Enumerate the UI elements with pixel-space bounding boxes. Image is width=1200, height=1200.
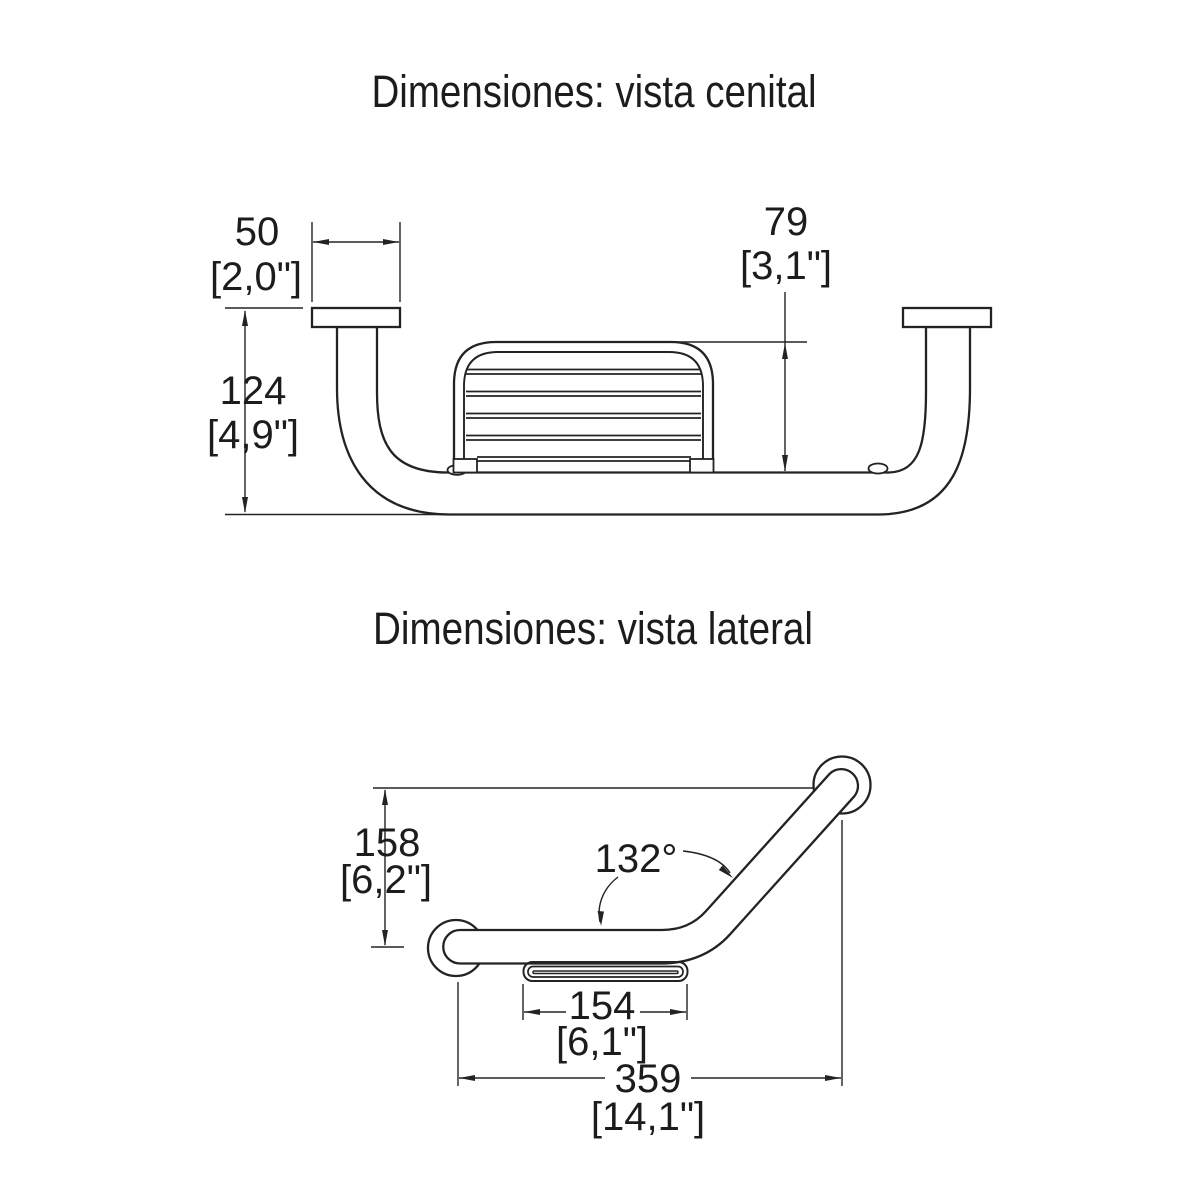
arrowhead: [382, 789, 388, 805]
dim-359-mm: 359: [614, 1057, 682, 1101]
arrowhead: [382, 930, 388, 946]
basket-foot-right: [690, 459, 714, 473]
dim-50-mm: 50: [234, 210, 280, 254]
dim-124-mm: 124: [219, 369, 287, 413]
angle-label: 132°: [594, 837, 678, 881]
basket-side-view: [524, 962, 688, 981]
dim-124-inch: [4,9"]: [206, 413, 300, 457]
side-view: [340, 603, 871, 1139]
top-view: [207, 66, 991, 515]
dimension-basket-width: [523, 984, 687, 1064]
screw-detail-right: [869, 464, 888, 474]
arrowhead: [782, 343, 788, 359]
arrowhead: [825, 1075, 841, 1081]
side-view-title: Dimensiones: vista lateral: [373, 603, 813, 654]
flange-right-top-view: [903, 308, 991, 327]
arrowhead: [524, 1009, 540, 1015]
dim-154-mm: 154: [568, 984, 636, 1028]
dimension-basket-height: [598, 200, 832, 472]
basket-tray-inner: [533, 971, 678, 974]
dim-79-inch: [3,1"]: [739, 244, 833, 288]
basket-wires: [466, 370, 701, 462]
dim-154-inch: [6,1"]: [555, 1020, 649, 1064]
dim-79-mm: 79: [763, 200, 809, 244]
arrowhead: [782, 455, 788, 472]
grab-bar-tube-top-view: [337, 327, 970, 515]
flange-left-top-view: [312, 308, 400, 327]
top-view-title: Dimensiones: vista cenital: [371, 66, 817, 117]
arrowhead: [459, 1075, 475, 1081]
dim-50-inch: [2,0"]: [209, 255, 303, 299]
extension-lines-50: [312, 222, 400, 302]
arrowhead: [598, 911, 605, 926]
dimension-flange-width: [210, 210, 400, 302]
arrowhead: [383, 239, 399, 245]
arrowhead: [313, 239, 329, 245]
arrowhead: [242, 310, 248, 326]
basket-frame-outer: [454, 342, 713, 459]
arrowhead: [242, 497, 248, 513]
basket-frame-inner: [464, 352, 703, 459]
dimension-height: [340, 788, 813, 947]
dim-158-inch: [6,2"]: [339, 858, 433, 902]
dim-359-inch: [14,1"]: [590, 1095, 706, 1139]
basket-foot-left: [454, 459, 478, 473]
dim-158-mm: 158: [353, 821, 421, 865]
arrowhead: [670, 1009, 686, 1015]
